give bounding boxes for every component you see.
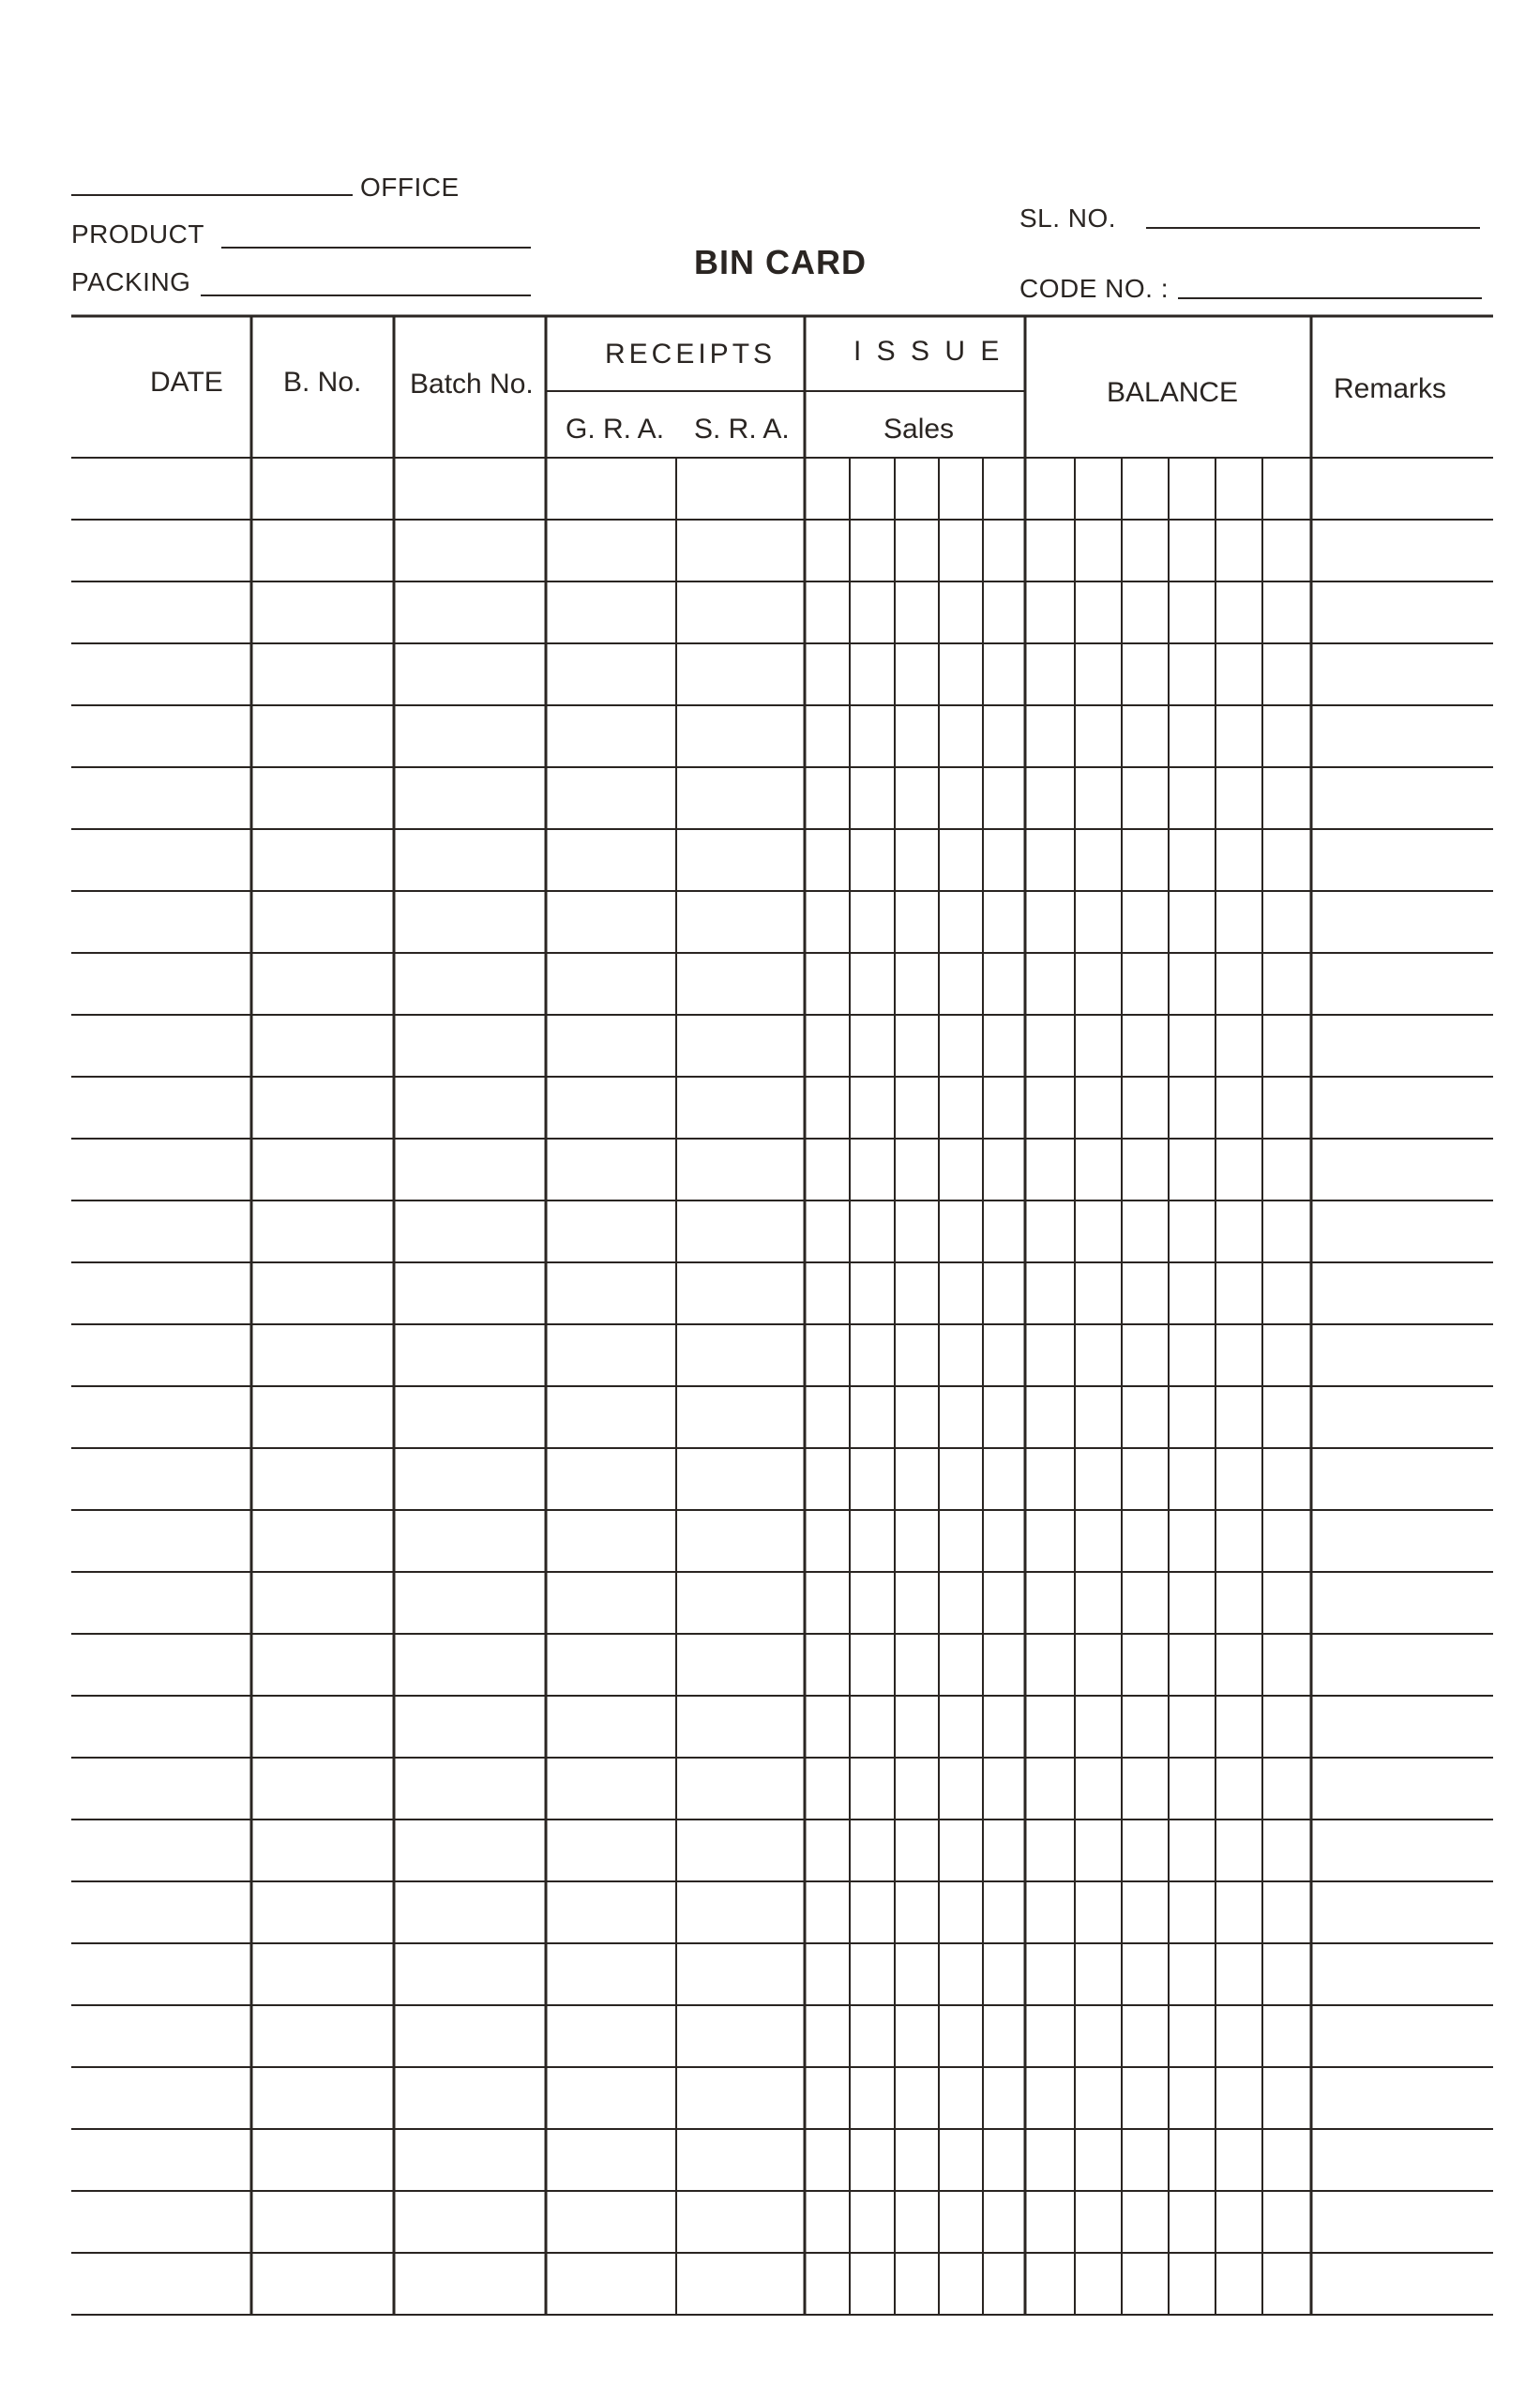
col-header-sra: S. R. A. [694,414,790,445]
sl-no-label: SL. NO. [1019,204,1117,233]
packing-label: PACKING [71,267,191,296]
product-label: PRODUCT [71,219,204,249]
col-header-b-no: B. No. [283,367,362,398]
page-title: BIN CARD [694,243,867,281]
code-no-label: CODE NO. : [1019,274,1170,303]
office-label: OFFICE [360,173,460,202]
col-header-batch-no: Batch No. [410,369,534,400]
col-header-sales: Sales [883,414,955,445]
col-header-date: DATE [150,367,223,398]
col-header-balance: BALANCE [1107,377,1239,408]
col-header-issue: I S S U E [853,336,1004,367]
col-header-remarks: Remarks [1334,373,1447,404]
col-header-receipts: RECEIPTS [605,339,777,370]
col-header-gra: G. R. A. [566,414,665,445]
